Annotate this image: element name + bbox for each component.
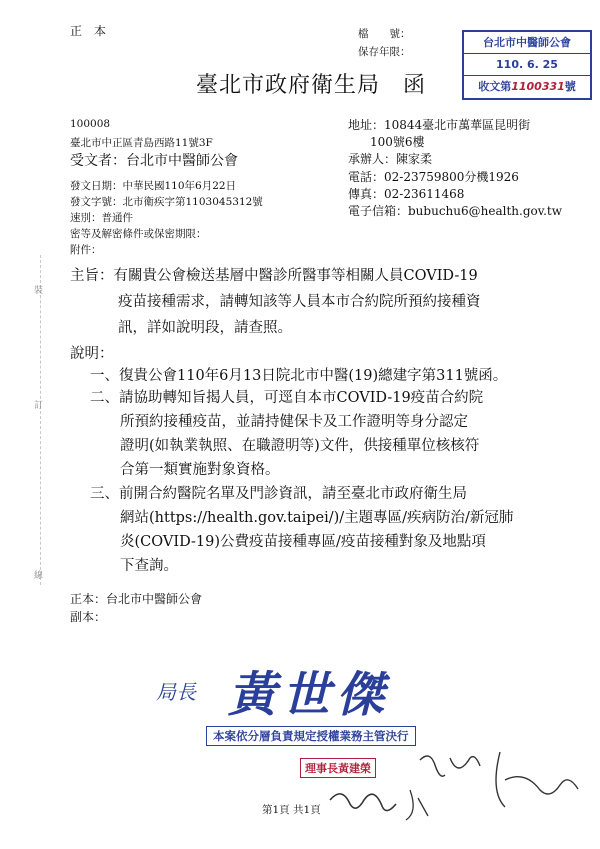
explain-item-2-line-4: 合第一類實施對象資格。 bbox=[120, 462, 280, 478]
explain-item-3-line-2: 網站(https://health.gov.taipei/)/主題專區/疾病防治/新冠肺 bbox=[120, 510, 514, 526]
stamp-recv-prefix: 收文第 bbox=[478, 80, 512, 93]
explain-item-1: 一、復貴公會110年6月13日院北市中醫(19)總建字第311號函。 bbox=[90, 368, 508, 384]
stamp-recv-no: 1100331 bbox=[511, 80, 565, 93]
stamp-recv-row bbox=[464, 76, 590, 97]
meta-number: 發文字號：北市衛疾字第1103045312號 bbox=[70, 196, 263, 208]
margin-mark-1: 裝 bbox=[34, 286, 44, 296]
explain-item-2-line-2: 所預約接種疫苗，並請持健保卡及工作證明等身分認定 bbox=[120, 414, 468, 430]
subject-line-2: 疫苗接種需求，請轉知該等人員本市合約院所預約接種資 bbox=[118, 294, 481, 310]
stamp-recv-suffix: 號 bbox=[564, 80, 576, 93]
binding-line bbox=[40, 255, 41, 585]
explain-item-2-line-1: 二、請協助轉知旨揭人員，可逕自本市COVID-19疫苗合約院 bbox=[90, 390, 484, 406]
subject-line-1: 主旨：有關貴公會檢送基層中醫診所醫事等相關人員COVID-19 bbox=[70, 268, 478, 284]
stamp-org: 台北市中醫師公會 bbox=[464, 32, 590, 54]
delegation-stamp: 本案依分層負責規定授權業務主管決行 bbox=[206, 726, 416, 746]
stamp-date: 110. 6. 25 bbox=[464, 54, 590, 76]
page-number: 第1頁 共1頁 bbox=[262, 804, 321, 816]
handwriting-scribbles bbox=[300, 740, 600, 830]
contact-address-1: 地址：10844臺北市萬華區昆明街 bbox=[348, 118, 531, 132]
sender-address: 臺北市中正區青島西路11號3F bbox=[70, 137, 213, 149]
sender-postal: 100008 bbox=[70, 118, 111, 130]
contact-fax: 傳真：02-23611468 bbox=[348, 187, 465, 201]
signature-name: 黃世傑 bbox=[228, 667, 391, 723]
file-no-label: 檔 號： bbox=[358, 28, 411, 40]
explain-item-3-line-4: 下查詢。 bbox=[120, 558, 178, 574]
margin-mark-2: 訂 bbox=[34, 401, 44, 411]
document-title: 臺北市政府衛生局 函 bbox=[196, 73, 427, 98]
original-copy-label: 正 本 bbox=[70, 24, 107, 38]
contact-handler: 承辦人：陳家柔 bbox=[348, 152, 433, 166]
contact-address-2: 100號6樓 bbox=[370, 135, 425, 149]
explain-item-3-line-1: 三、前開合約醫院名單及門診資訊，請至臺北市政府衛生局 bbox=[90, 486, 467, 502]
explain-item-3-line-3: 炎(COVID-19)公費疫苗接種專區/疫苗接種對象及地點項 bbox=[120, 534, 486, 550]
subject-line-3: 訊，詳如說明段，請查照。 bbox=[118, 320, 292, 336]
recipient: 受文者：台北市中醫師公會 bbox=[70, 153, 238, 169]
meta-speed: 速別：普通件 bbox=[70, 212, 133, 224]
receipt-stamp bbox=[462, 30, 592, 100]
explain-item-2-line-3: 證明(如執業執照、在職證明等)文件，供接種單位核核符 bbox=[120, 438, 480, 454]
distribution-original: 正本：台北市中醫師公會 bbox=[70, 592, 203, 606]
distribution-copy: 副本： bbox=[70, 610, 107, 624]
retention-label: 保存年限： bbox=[358, 46, 411, 58]
meta-attachment: 附件： bbox=[70, 244, 102, 256]
meta-secret: 密等及解密條件或保密期限： bbox=[70, 228, 207, 240]
contact-phone: 電話：02-23759800分機1926 bbox=[348, 170, 519, 184]
meta-date: 發文日期：中華民國110年6月22日 bbox=[70, 180, 237, 192]
contact-email: 電子信箱：bubuchu6@health.gov.tw bbox=[348, 204, 562, 218]
margin-mark-3: 線 bbox=[34, 571, 44, 581]
explain-label: 說明： bbox=[70, 346, 114, 362]
chairman-stamp: 理事長黃建榮 bbox=[300, 758, 376, 778]
signature-title: 局長 bbox=[156, 680, 196, 704]
